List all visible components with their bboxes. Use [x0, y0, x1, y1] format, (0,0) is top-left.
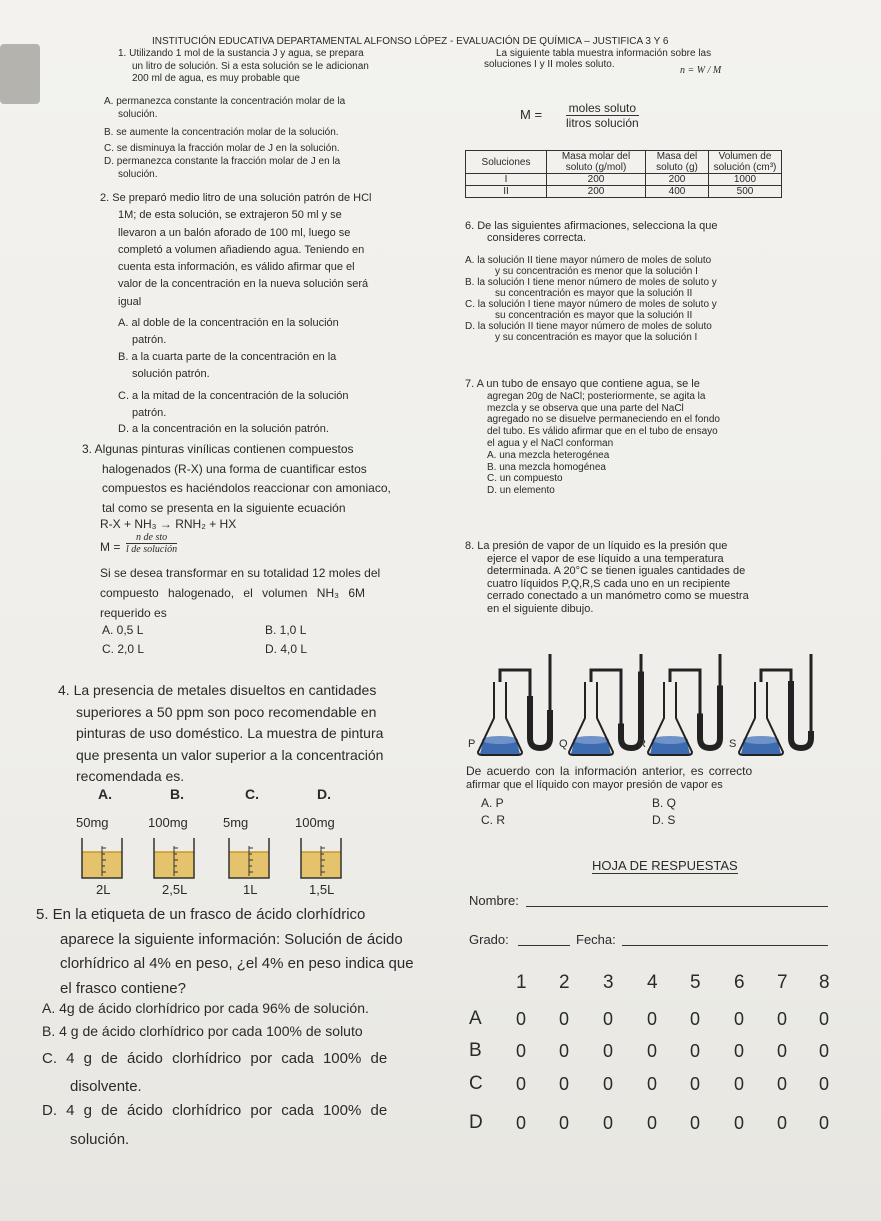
answer-bubble[interactable]: 0	[559, 1074, 570, 1094]
q6-option-b	[465, 277, 717, 299]
q2-stem-line: 1M; de esta solución, se extrajeron 50 ml y se	[118, 209, 342, 222]
q5-stem-line: aparece la siguiente información: Solución de ácido	[60, 930, 403, 948]
q6-option-line: su concentración es mayor que la solución II	[495, 288, 693, 299]
q6-option-line: D. la solución II tiene mayor número de moles de soluto	[465, 321, 712, 332]
molarity-numerator: moles soluto	[566, 101, 639, 116]
grade-label: Grado:	[469, 932, 509, 947]
q2-option-c-line: patrón.	[132, 407, 167, 419]
answer-bubble[interactable]: 0	[516, 1074, 527, 1094]
q2-option-c	[118, 388, 349, 422]
q7-option-d: D. un elemento	[487, 485, 555, 497]
q4-sample-volume: 1,5L	[309, 882, 335, 897]
answer-bubble[interactable]: 0	[690, 1009, 701, 1029]
molarity-fraction	[566, 101, 639, 130]
question-3	[82, 440, 391, 518]
flask-manometer-icon	[470, 648, 566, 758]
q6-stem-line: consideres correcta.	[487, 232, 587, 244]
name-label: Nombre:	[469, 893, 519, 908]
q6-option-line: C. la solución I tiene mayor número de moles de soluto y	[465, 299, 717, 310]
table-cell: 500	[709, 186, 782, 198]
reaction-equation: R-X + NH₃ → RNH₂ + HX	[100, 517, 237, 531]
flask-label: P	[468, 738, 476, 750]
table-cell: 200	[646, 174, 709, 186]
q3-option-a: A. 0,5 L	[102, 623, 144, 637]
q8-stem-line: cerrado conectado a un manómetro como se muestra	[487, 590, 749, 602]
table-header-row	[466, 151, 782, 174]
fraction-denominator: l de solución	[126, 544, 178, 555]
q6-stem-line: 6. De las siguientes afirmaciones, selecciona la que	[465, 220, 718, 232]
q7-stem-line: agregan 20g de NaCl; posteriormente, se agita la	[487, 390, 706, 402]
answer-column-number: 7	[777, 972, 788, 993]
q5-option-d-line: D. 4 g de ácido clorhídrico por cada 100% de	[42, 1102, 388, 1119]
q1-option-b: B. se aumente la concentración molar de la solución.	[104, 127, 339, 138]
answer-row-letter: D	[469, 1112, 483, 1133]
table-header: Volumen de solución (cm³)	[709, 151, 782, 174]
q3-option-c: C. 2,0 L	[102, 642, 145, 656]
answer-column-number: 4	[647, 972, 658, 993]
table-row	[466, 174, 782, 186]
answer-bubble[interactable]: 0	[777, 1113, 788, 1133]
q2-option-a-line: patrón.	[132, 334, 167, 346]
molarity-fraction-small	[126, 532, 177, 555]
q1-option-c: C. se disminuya la fracción molar de J en la solución.	[104, 143, 340, 154]
table-intro-line: La siguiente tabla muestra información sobre las	[496, 48, 712, 59]
q7-option-c: C. un compuesto	[487, 473, 563, 485]
table-cell: 400	[646, 186, 709, 198]
answer-bubble[interactable]: 0	[516, 1113, 527, 1133]
answer-bubble[interactable]: 0	[734, 1074, 745, 1094]
q1-stem-line: 1. Utilizando 1 mol de la sustancia J y agua, se prepara	[118, 48, 364, 59]
q1-option-d	[104, 156, 340, 181]
table-cell: 200	[547, 174, 646, 186]
q3-question	[100, 563, 380, 623]
answer-column-number: 5	[690, 972, 701, 993]
answer-bubble[interactable]: 0	[647, 1113, 658, 1133]
binder-clip	[0, 44, 40, 104]
q1-stem-line: un litro de solución. Si a esta solución se le adicionan	[132, 60, 369, 72]
grade-field[interactable]	[518, 945, 570, 946]
answer-bubble[interactable]: 0	[647, 1074, 658, 1094]
flask-manometer-icon	[640, 648, 736, 758]
q2-stem-line: igual	[118, 295, 142, 308]
table-header: Masa molar del soluto (g/mol)	[547, 151, 646, 174]
q4-stem-line: recomendada es.	[76, 768, 185, 784]
q2-option-a-line: A. al doble de la concentración en la solución	[118, 317, 339, 329]
q8-stem-line: ejerce el vapor de ese líquido a una temperatura	[487, 552, 724, 565]
q3-stem-line: compuestos es haciéndolos reaccionar con amoniaco,	[102, 481, 391, 495]
answer-bubble[interactable]: 0	[819, 1113, 830, 1133]
moles-formula: n = W / M	[680, 65, 722, 76]
q1-stem-line: 200 ml de agua, es muy probable que	[132, 73, 300, 84]
q6-option-d	[465, 321, 717, 343]
table-row	[466, 186, 782, 198]
q2-stem-line: completó a volumen añadiendo agua. Teniendo en	[118, 243, 365, 256]
answer-bubble[interactable]: 0	[516, 1009, 527, 1029]
q2-stem-line: llevaron a un balón aforado de 100 ml, luego se	[118, 226, 351, 239]
answer-bubble[interactable]: 0	[777, 1009, 788, 1029]
q4-stem-line: 4. La presencia de metales disueltos en cantidades	[58, 682, 377, 698]
q4-sample-volume: 1L	[243, 882, 258, 897]
q3-question-line: compuesto halogenado, el volumen NH₃ 6M	[100, 586, 366, 600]
answer-bubble[interactable]: 0	[603, 1074, 614, 1094]
answer-sheet-title: HOJA DE RESPUESTAS	[592, 858, 738, 873]
answer-bubble[interactable]: 0	[690, 1041, 701, 1061]
answer-bubble[interactable]: 0	[647, 1009, 658, 1029]
flask-label: Q	[559, 738, 568, 750]
q8-option-a: A. P	[481, 796, 504, 810]
answer-column-number: 1	[516, 972, 527, 993]
q8-conclusion	[466, 764, 752, 792]
flask-label: S	[729, 738, 737, 750]
q4-sample-volume: 2,5L	[162, 882, 188, 897]
answer-row-letter: C	[469, 1073, 483, 1094]
q2-option-a	[118, 315, 339, 349]
answer-bubble[interactable]: 0	[819, 1041, 830, 1061]
q6-option-line: su concentración es mayor que la solución II	[495, 310, 693, 321]
beaker-icon	[299, 834, 343, 880]
flask-manometer-icon	[731, 648, 827, 758]
q3-stem-line: halogenados (R-X) una forma de cuantificar estos	[102, 461, 367, 476]
q3-option-b: B. 1,0 L	[265, 623, 307, 637]
date-field[interactable]	[622, 945, 828, 946]
molarity-formula-lhs: M =	[520, 107, 543, 122]
question-2	[100, 190, 460, 311]
answer-bubble[interactable]: 0	[603, 1113, 614, 1133]
q5-stem-line: 5. En la etiqueta de un frasco de ácido clorhídrico	[36, 906, 366, 923]
q1-option-d-line: D. permanezca constante la fracción molar de J en la	[104, 156, 341, 167]
q8-option-b: B. Q	[652, 796, 677, 810]
q7-stem-line: 7. A un tubo de ensayo que contiene agua, se le	[465, 378, 700, 390]
flask-label: R	[638, 738, 646, 750]
answer-bubble[interactable]: 0	[559, 1009, 570, 1029]
answer-column-number: 3	[603, 972, 614, 993]
answer-column-number: 6	[734, 972, 745, 993]
q8-stem-line: 8. La presión de vapor de un líquido es la presión que	[465, 540, 728, 552]
answer-column-number: 2	[559, 972, 570, 993]
q4-sample-mass: 50mg	[76, 815, 109, 830]
answer-bubble[interactable]: 0	[777, 1041, 788, 1061]
q4-sample-mass: 5mg	[223, 815, 249, 830]
answer-bubble[interactable]: 0	[516, 1041, 527, 1061]
q7-option-b: B. una mezcla homogénea	[487, 461, 606, 473]
q7-stem-line: el agua y el NaCl conforman	[487, 437, 614, 449]
q5-option-c-line: disolvente.	[70, 1078, 142, 1095]
q8-option-c: C. R	[481, 813, 505, 827]
q4-stem-line: que presenta un valor superior a la concentración	[76, 746, 384, 763]
q5-stem-line: el frasco contiene?	[60, 979, 186, 997]
q7-stem-line: del tubo. Es válido afirmar que en el tubo de ensayo	[487, 426, 718, 438]
q6-option-line: A. la solución II tiene mayor número de moles de soluto	[465, 255, 712, 266]
q3-question-line: Si se desea transformar en su totalidad 12 moles del	[100, 566, 381, 580]
q4-option-letter: D.	[317, 786, 331, 802]
question-7	[465, 379, 720, 497]
q2-option-b	[118, 349, 336, 383]
table-cell: I	[466, 174, 547, 186]
q7-stem-line: agregado no se disuelve permaneciendo en el fondo	[487, 414, 720, 426]
q2-stem-line: 2. Se preparó medio litro de una solución patrón de HCl	[100, 192, 372, 204]
question-1	[118, 48, 369, 86]
q4-option-letter: A.	[98, 786, 112, 802]
q2-stem-line: cuenta esta información, es válido afirmar que el	[118, 261, 355, 274]
q6-option-c	[465, 299, 717, 321]
q8-stem-line: cuatro líquidos P,Q,R,S cada uno en un recipiente	[487, 577, 731, 590]
table-intro-line: soluciones I y II moles soluto.	[484, 59, 615, 70]
answer-row-letter: B	[469, 1040, 482, 1061]
answer-bubble[interactable]: 0	[647, 1041, 658, 1061]
q6-option-line: B. la solución I tiene menor número de moles de soluto y	[465, 277, 717, 288]
answer-bubble[interactable]: 0	[559, 1113, 570, 1133]
q1-option-a-line: A. permanezca constante la concentración molar de la	[104, 96, 346, 107]
q6-options	[465, 255, 717, 343]
question-6	[465, 220, 718, 244]
q5-option-a: A. 4g de ácido clorhídrico por cada 96% de solución.	[42, 1000, 369, 1016]
q1-option-a	[104, 96, 345, 121]
name-field[interactable]	[526, 906, 828, 907]
q8-option-d: D. S	[652, 813, 676, 827]
question-5	[36, 903, 414, 1001]
question-8	[465, 540, 749, 615]
q2-option-b-line: solución patrón.	[132, 368, 210, 380]
q3-stem-line: 3. Algunas pinturas vinílicas contienen compuestos	[82, 442, 354, 456]
q8-conclusion-line: afirmar que el líquido con mayor presión de vapor es	[466, 779, 723, 791]
answer-bubble[interactable]: 0	[559, 1041, 570, 1061]
answer-bubble[interactable]: 0	[690, 1113, 701, 1133]
table-intro	[484, 48, 711, 70]
q6-option-line: y su concentración es mayor que la solución I	[495, 332, 698, 343]
table-cell: 200	[547, 186, 646, 198]
q4-option-letter: B.	[170, 786, 184, 802]
q4-sample-volume: 2L	[96, 882, 111, 897]
q8-stem-line: en el siguiente dibujo.	[487, 602, 594, 615]
date-label: Fecha:	[576, 932, 616, 947]
answer-bubble[interactable]: 0	[819, 1009, 830, 1029]
beaker-icon	[152, 834, 196, 880]
q8-conclusion-line: De acuerdo con la información anterior, es correcto	[466, 764, 753, 778]
q1-option-a-line: solución.	[118, 108, 158, 120]
answer-row-letter: A	[469, 1008, 482, 1029]
answer-bubble[interactable]: 0	[777, 1074, 788, 1094]
answer-bubble[interactable]: 0	[603, 1041, 614, 1061]
molarity-denominator: litros solución	[566, 116, 639, 130]
q7-stem-line: mezcla y se observa que una parte del NaCl	[487, 402, 684, 414]
q4-sample-mass: 100mg	[148, 815, 188, 830]
q5-option-c	[42, 1045, 387, 1101]
beaker-icon	[227, 834, 271, 880]
q5-option-d-line: solución.	[70, 1131, 130, 1148]
q5-option-b: B. 4 g de ácido clorhídrico por cada 100% de soluto	[42, 1023, 363, 1039]
answer-bubble[interactable]: 0	[690, 1074, 701, 1094]
q5-stem-line: clorhídrico al 4% en peso, ¿el 4% en peso indica que	[60, 955, 414, 972]
q2-stem-line: valor de la concentración en la nueva solución será	[118, 278, 369, 291]
beaker-icon	[80, 834, 124, 880]
q2-option-b-line: B. a la cuarta parte de la concentración en la	[118, 351, 337, 363]
q4-stem-line: superiores a 50 ppm son poco recomendable en	[76, 703, 377, 720]
solutions-table	[465, 150, 782, 198]
question-4	[58, 680, 383, 788]
q6-option-line: y su concentración es menor que la solución I	[495, 266, 698, 277]
q6-option-a	[465, 255, 717, 277]
table-cell: II	[466, 186, 547, 198]
q3-question-line: requerido es	[100, 606, 167, 620]
answer-bubble[interactable]: 0	[603, 1009, 614, 1029]
q8-stem-line: determinada. A 20°C se tienen iguales cantidades de	[487, 565, 746, 577]
table-header: Soluciones	[466, 151, 547, 174]
molarity-formula-label: M =	[100, 540, 121, 554]
q5-option-c-line: C. 4 g de ácido clorhídrico por cada 100% de	[42, 1050, 388, 1067]
page-header: INSTITUCIÓN EDUCATIVA DEPARTAMENTAL ALFONSO LÓPEZ - EVALUACIÓN DE QUÍMICA – JUSTIFICA 3 Y 6	[152, 36, 669, 47]
q4-option-letter: C.	[245, 786, 259, 802]
answer-bubble[interactable]: 0	[734, 1113, 745, 1133]
q4-sample-mass: 100mg	[295, 815, 335, 830]
q7-option-a: A. una mezcla heterogénea	[487, 449, 610, 461]
table-cell: 1000	[709, 174, 782, 186]
q3-option-d: D. 4,0 L	[265, 642, 308, 656]
answer-bubble[interactable]: 0	[734, 1041, 745, 1061]
q4-stem-line: pinturas de uso doméstico. La muestra de pintura	[76, 725, 384, 741]
q5-option-d	[42, 1096, 387, 1154]
table-header: Masa del soluto (g)	[646, 151, 709, 174]
answer-bubble[interactable]: 0	[734, 1009, 745, 1029]
answer-bubble[interactable]: 0	[819, 1074, 830, 1094]
answer-column-number: 8	[819, 972, 830, 993]
q2-option-d: D. a la concentración en la solución patrón.	[118, 423, 329, 435]
fraction-numerator: n de sto	[126, 532, 177, 544]
q2-option-c-line: C. a la mitad de la concentración de la solución	[118, 390, 349, 402]
q3-stem-line: tal como se presenta en la siguiente ecuación	[102, 500, 346, 515]
q1-option-d-line: solución.	[118, 168, 158, 180]
